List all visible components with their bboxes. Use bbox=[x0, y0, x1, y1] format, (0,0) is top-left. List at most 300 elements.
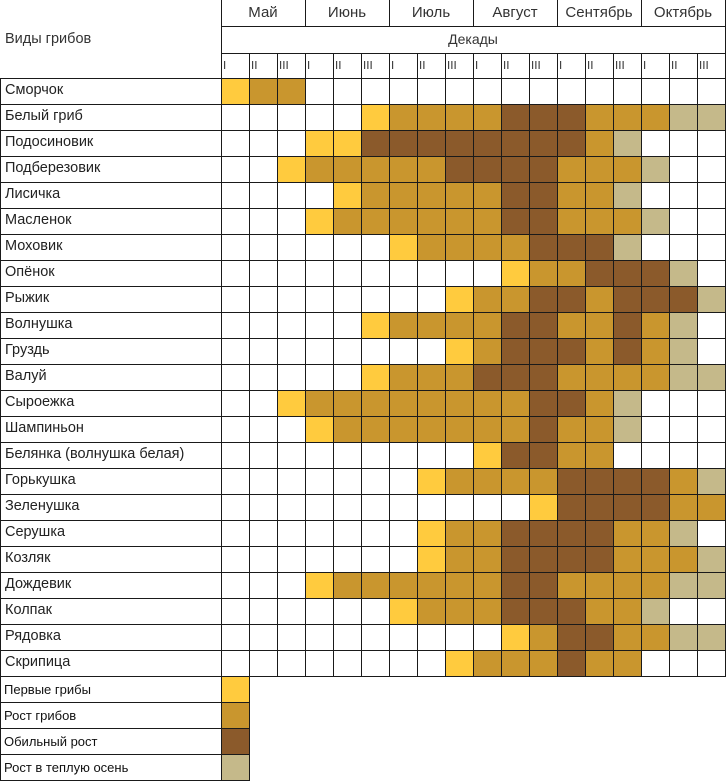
heatmap-cell bbox=[530, 599, 558, 625]
heatmap-cell bbox=[558, 547, 586, 573]
species-label: Волнушка bbox=[5, 316, 73, 332]
heatmap-cell bbox=[418, 625, 446, 651]
heatmap-cell bbox=[698, 417, 726, 443]
heatmap-cell bbox=[642, 417, 670, 443]
heatmap-cell bbox=[278, 573, 306, 599]
heatmap-cell bbox=[698, 79, 726, 105]
heatmap-cell bbox=[642, 391, 670, 417]
heatmap-cell bbox=[418, 79, 446, 105]
heatmap-cell bbox=[278, 417, 306, 443]
heatmap-cell bbox=[446, 105, 474, 131]
row-separator bbox=[0, 650, 221, 651]
heatmap-cell bbox=[670, 391, 698, 417]
species-label: Лисичка bbox=[5, 186, 61, 202]
heatmap-cell bbox=[586, 521, 614, 547]
row-separator bbox=[0, 182, 221, 183]
heatmap-cell bbox=[418, 261, 446, 287]
heatmap-cell bbox=[222, 365, 250, 391]
heatmap-cell bbox=[334, 625, 362, 651]
heatmap-cell bbox=[586, 79, 614, 105]
heatmap-cell bbox=[698, 469, 726, 495]
heatmap-cell bbox=[222, 313, 250, 339]
heatmap-cell bbox=[558, 469, 586, 495]
heatmap-cell bbox=[334, 339, 362, 365]
heatmap-cell bbox=[614, 365, 642, 391]
heatmap-cell bbox=[502, 573, 530, 599]
heatmap-cell bbox=[390, 105, 418, 131]
heatmap-cell bbox=[334, 417, 362, 443]
heatmap-cell bbox=[334, 313, 362, 339]
row-separator bbox=[0, 676, 221, 677]
heatmap-cell bbox=[418, 651, 446, 677]
heatmap-cell bbox=[362, 469, 390, 495]
heatmap-cell bbox=[502, 183, 530, 209]
heatmap-cell bbox=[670, 235, 698, 261]
heatmap-cell bbox=[670, 105, 698, 131]
heatmap-cell bbox=[614, 105, 642, 131]
heatmap-cell bbox=[446, 469, 474, 495]
row-separator bbox=[0, 520, 221, 521]
heatmap-cell bbox=[502, 235, 530, 261]
heatmap-cell bbox=[670, 469, 698, 495]
heatmap-cell bbox=[558, 573, 586, 599]
heatmap-cell bbox=[502, 391, 530, 417]
heatmap-cell bbox=[474, 495, 502, 521]
heatmap-cell bbox=[306, 287, 334, 313]
species-label: Рыжик bbox=[5, 290, 50, 306]
month-separator bbox=[305, 0, 306, 26]
heatmap-cell bbox=[530, 287, 558, 313]
heatmap-cell bbox=[502, 339, 530, 365]
month-separator bbox=[473, 0, 474, 26]
heatmap-cell bbox=[670, 547, 698, 573]
heatmap-cell bbox=[530, 209, 558, 235]
heatmap-cell bbox=[306, 521, 334, 547]
decade-tick: I bbox=[559, 59, 563, 72]
heatmap-cell bbox=[474, 313, 502, 339]
heatmap-cell bbox=[698, 313, 726, 339]
heatmap-cell bbox=[362, 599, 390, 625]
species-label: Скрипица bbox=[5, 654, 71, 670]
heatmap-cell bbox=[278, 391, 306, 417]
heatmap-cell bbox=[390, 469, 418, 495]
heatmap-cell bbox=[362, 131, 390, 157]
heatmap-cell bbox=[418, 287, 446, 313]
heatmap-cell bbox=[418, 495, 446, 521]
heatmap-cell bbox=[558, 209, 586, 235]
heatmap-cell bbox=[502, 651, 530, 677]
heatmap-cell bbox=[530, 651, 558, 677]
heatmap-cell bbox=[586, 365, 614, 391]
heatmap-cell bbox=[362, 287, 390, 313]
heatmap-cell bbox=[642, 651, 670, 677]
species-label: Рядовка bbox=[5, 628, 61, 644]
heatmap-cell bbox=[614, 313, 642, 339]
heatmap-cell bbox=[362, 79, 390, 105]
heatmap-cell bbox=[446, 235, 474, 261]
heatmap-cell bbox=[530, 131, 558, 157]
month-label: Октябрь bbox=[653, 4, 713, 21]
month-label: Август bbox=[492, 4, 538, 21]
species-label: Масленок bbox=[5, 212, 72, 228]
row-separator bbox=[0, 572, 221, 573]
heatmap-cell bbox=[418, 235, 446, 261]
heatmap-cell bbox=[418, 417, 446, 443]
decade-tick: III bbox=[615, 59, 625, 72]
heatmap-cell bbox=[614, 131, 642, 157]
heatmap-cell bbox=[642, 183, 670, 209]
heatmap-cell bbox=[474, 651, 502, 677]
month-separator bbox=[389, 0, 390, 26]
heatmap-cell bbox=[222, 521, 250, 547]
heatmap-cell bbox=[474, 157, 502, 183]
heatmap-cell bbox=[642, 573, 670, 599]
heatmap-cell bbox=[250, 547, 278, 573]
heatmap-cell bbox=[642, 339, 670, 365]
heatmap-cell bbox=[446, 417, 474, 443]
heatmap-cell bbox=[278, 261, 306, 287]
heatmap-cell bbox=[390, 573, 418, 599]
row-separator bbox=[0, 130, 221, 131]
heatmap-cell bbox=[222, 235, 250, 261]
heatmap-cell bbox=[474, 209, 502, 235]
heatmap-cell bbox=[362, 183, 390, 209]
heatmap-cell bbox=[278, 157, 306, 183]
species-label: Подосиновик bbox=[5, 134, 94, 150]
heatmap-cell bbox=[334, 183, 362, 209]
heatmap-cell bbox=[278, 495, 306, 521]
decade-tick: I bbox=[307, 59, 311, 72]
heatmap-cell bbox=[250, 625, 278, 651]
heatmap-cell bbox=[530, 573, 558, 599]
row-separator bbox=[0, 546, 221, 547]
heatmap-cell bbox=[362, 235, 390, 261]
heatmap-cell bbox=[502, 417, 530, 443]
decade-separator bbox=[697, 53, 698, 78]
heatmap-cell bbox=[670, 573, 698, 599]
heatmap-cell bbox=[558, 183, 586, 209]
heatmap-cell bbox=[418, 469, 446, 495]
heatmap-cell bbox=[698, 287, 726, 313]
heatmap-cell bbox=[446, 391, 474, 417]
swatch-right-border bbox=[249, 676, 250, 781]
decade-separator bbox=[277, 53, 278, 78]
heatmap-cell bbox=[670, 521, 698, 547]
heatmap-cell bbox=[558, 313, 586, 339]
heatmap-cell bbox=[614, 339, 642, 365]
heatmap-cell bbox=[558, 651, 586, 677]
heatmap-cell bbox=[306, 313, 334, 339]
heatmap-cell bbox=[306, 365, 334, 391]
heatmap-cell bbox=[418, 573, 446, 599]
row-separator bbox=[0, 338, 221, 339]
heatmap-cell bbox=[614, 261, 642, 287]
heatmap-cell bbox=[670, 183, 698, 209]
heatmap-cell bbox=[362, 651, 390, 677]
heatmap-cell bbox=[670, 209, 698, 235]
heatmap-cell bbox=[614, 547, 642, 573]
species-label: Сыроежка bbox=[5, 394, 75, 410]
species-label: Моховик bbox=[5, 238, 63, 254]
heatmap-cell bbox=[502, 287, 530, 313]
heatmap-cell bbox=[278, 339, 306, 365]
heatmap-cell bbox=[418, 365, 446, 391]
heatmap-cell bbox=[390, 157, 418, 183]
heatmap-cell bbox=[250, 313, 278, 339]
heatmap-cell bbox=[530, 235, 558, 261]
heatmap-cell bbox=[586, 287, 614, 313]
heatmap-cell bbox=[362, 521, 390, 547]
species-column-header: Виды грибов bbox=[5, 31, 92, 47]
heatmap-cell bbox=[558, 105, 586, 131]
heatmap-cell bbox=[362, 157, 390, 183]
heatmap-cell bbox=[502, 105, 530, 131]
heatmap-cell bbox=[474, 183, 502, 209]
heatmap-cell bbox=[446, 599, 474, 625]
heatmap-cell bbox=[362, 209, 390, 235]
heatmap-cell bbox=[698, 573, 726, 599]
decade-separator bbox=[417, 53, 418, 78]
heatmap-cell bbox=[278, 547, 306, 573]
heatmap-cell bbox=[642, 469, 670, 495]
legend-row-line bbox=[0, 754, 249, 755]
heatmap-cell bbox=[306, 391, 334, 417]
heatmap-cell bbox=[698, 131, 726, 157]
heatmap-cell bbox=[446, 547, 474, 573]
heatmap-cell bbox=[670, 261, 698, 287]
legend-swatch bbox=[222, 677, 250, 703]
heatmap-cell bbox=[418, 131, 446, 157]
decades-header: Декады bbox=[448, 31, 498, 47]
label-column-border bbox=[221, 0, 222, 781]
decade-separator bbox=[585, 53, 586, 78]
heatmap-cell bbox=[418, 521, 446, 547]
month-separator bbox=[641, 0, 642, 26]
heatmap-cell bbox=[390, 651, 418, 677]
month-label: Июнь bbox=[327, 4, 367, 21]
heatmap-cell bbox=[474, 625, 502, 651]
heatmap-cell bbox=[362, 573, 390, 599]
heatmap-cell bbox=[222, 625, 250, 651]
heatmap-cell bbox=[474, 235, 502, 261]
heatmap-cell bbox=[474, 365, 502, 391]
heatmap-cell bbox=[614, 625, 642, 651]
decade-tick: III bbox=[699, 59, 709, 72]
heatmap-cell bbox=[334, 105, 362, 131]
heatmap-cell bbox=[418, 547, 446, 573]
heatmap-cell bbox=[502, 521, 530, 547]
heatmap-cell bbox=[222, 417, 250, 443]
species-label: Горькушка bbox=[5, 472, 76, 488]
heatmap-cell bbox=[334, 495, 362, 521]
row-separator bbox=[0, 416, 221, 417]
heatmap-cell bbox=[698, 157, 726, 183]
heatmap-cell bbox=[530, 417, 558, 443]
heatmap-cell bbox=[502, 365, 530, 391]
heatmap-cell bbox=[250, 443, 278, 469]
heatmap-cell bbox=[698, 183, 726, 209]
heatmap-cell bbox=[558, 287, 586, 313]
decade-tick: I bbox=[643, 59, 647, 72]
heatmap-cell bbox=[446, 79, 474, 105]
heatmap-cell bbox=[670, 443, 698, 469]
row-separator bbox=[0, 312, 221, 313]
decade-tick: I bbox=[475, 59, 479, 72]
heatmap-cell bbox=[474, 573, 502, 599]
legend-label: Рост грибов bbox=[4, 708, 77, 723]
heatmap-cell bbox=[306, 339, 334, 365]
heatmap-cell bbox=[670, 651, 698, 677]
heatmap-cell bbox=[306, 105, 334, 131]
heatmap-cell bbox=[474, 599, 502, 625]
heatmap-cell bbox=[390, 547, 418, 573]
heatmap-cell bbox=[418, 183, 446, 209]
heatmap-cell bbox=[474, 79, 502, 105]
species-label: Зеленушка bbox=[5, 498, 80, 514]
heatmap-cell bbox=[222, 339, 250, 365]
heatmap-cell bbox=[418, 599, 446, 625]
row-separator bbox=[0, 624, 221, 625]
heatmap-cell bbox=[698, 365, 726, 391]
species-label: Белянка (волнушка белая) bbox=[5, 446, 185, 462]
row-separator bbox=[0, 156, 221, 157]
row-separator bbox=[0, 390, 221, 391]
heatmap-cell bbox=[614, 391, 642, 417]
heatmap-cell bbox=[222, 599, 250, 625]
heatmap-cell bbox=[530, 339, 558, 365]
heatmap-cell bbox=[530, 313, 558, 339]
row-separator bbox=[0, 442, 221, 443]
heatmap-cell bbox=[502, 209, 530, 235]
heatmap-cell bbox=[586, 261, 614, 287]
heatmap-cell bbox=[614, 599, 642, 625]
heatmap-cell bbox=[502, 443, 530, 469]
heatmap-cell bbox=[390, 209, 418, 235]
heatmap-cell bbox=[334, 235, 362, 261]
heatmap-cell bbox=[446, 521, 474, 547]
heatmap-cell bbox=[670, 365, 698, 391]
legend-swatch bbox=[222, 729, 250, 755]
heatmap-cell bbox=[530, 547, 558, 573]
legend-swatch bbox=[222, 703, 250, 729]
heatmap-cell bbox=[642, 209, 670, 235]
heatmap-cell bbox=[586, 339, 614, 365]
heatmap-cell bbox=[446, 573, 474, 599]
heatmap-cell bbox=[390, 417, 418, 443]
heatmap-cell bbox=[670, 417, 698, 443]
heatmap-cell bbox=[642, 157, 670, 183]
heatmap-cell bbox=[278, 651, 306, 677]
heatmap-cell bbox=[586, 105, 614, 131]
heatmap-cell bbox=[558, 495, 586, 521]
legend-row-line bbox=[0, 728, 249, 729]
heatmap-cell bbox=[222, 651, 250, 677]
heatmap-cell bbox=[334, 365, 362, 391]
heatmap-cell bbox=[558, 79, 586, 105]
heatmap-cell bbox=[642, 131, 670, 157]
heatmap-cell bbox=[502, 313, 530, 339]
heatmap-cell bbox=[586, 651, 614, 677]
heatmap-cell bbox=[390, 443, 418, 469]
heatmap-cell bbox=[698, 625, 726, 651]
heatmap-cell bbox=[390, 131, 418, 157]
heatmap-cell bbox=[278, 209, 306, 235]
heatmap-cell bbox=[250, 573, 278, 599]
heatmap-cell bbox=[474, 547, 502, 573]
heatmap-cell bbox=[530, 521, 558, 547]
heatmap-cell bbox=[362, 261, 390, 287]
heatmap-cell bbox=[698, 651, 726, 677]
heatmap-cell bbox=[474, 469, 502, 495]
heatmap-cell bbox=[642, 521, 670, 547]
row-separator bbox=[0, 598, 221, 599]
heatmap-cell bbox=[502, 469, 530, 495]
heatmap-cell bbox=[586, 313, 614, 339]
heatmap-cell bbox=[642, 287, 670, 313]
heatmap-cell bbox=[222, 443, 250, 469]
heatmap-cell bbox=[306, 417, 334, 443]
heatmap-cell bbox=[670, 599, 698, 625]
heatmap-cell bbox=[278, 235, 306, 261]
decade-separator bbox=[669, 53, 670, 78]
heatmap-cell bbox=[558, 157, 586, 183]
heatmap-cell bbox=[446, 495, 474, 521]
heatmap-cell bbox=[306, 131, 334, 157]
heatmap-cell bbox=[362, 625, 390, 651]
species-label: Шампиньон bbox=[5, 420, 84, 436]
heatmap-cell bbox=[278, 599, 306, 625]
heatmap-cell bbox=[306, 469, 334, 495]
heatmap-cell bbox=[278, 469, 306, 495]
heatmap-cell bbox=[642, 261, 670, 287]
decade-tick: I bbox=[391, 59, 395, 72]
heatmap-cell bbox=[250, 495, 278, 521]
heatmap-cell bbox=[334, 391, 362, 417]
heatmap-cell bbox=[698, 495, 726, 521]
heatmap-cell bbox=[418, 105, 446, 131]
heatmap-cell bbox=[446, 651, 474, 677]
heatmap-cell bbox=[642, 313, 670, 339]
decade-tick: II bbox=[419, 59, 426, 72]
heatmap-cell bbox=[530, 443, 558, 469]
heatmap-cell bbox=[642, 547, 670, 573]
row-separator bbox=[0, 364, 221, 365]
decade-separator bbox=[641, 53, 642, 78]
heatmap-cell bbox=[390, 261, 418, 287]
decade-separator bbox=[249, 53, 250, 78]
heatmap-cell bbox=[474, 417, 502, 443]
heatmap-cell bbox=[614, 235, 642, 261]
heatmap-cell bbox=[250, 287, 278, 313]
heatmap-cell bbox=[250, 183, 278, 209]
heatmap-cell bbox=[306, 599, 334, 625]
species-label: Козляк bbox=[5, 550, 51, 566]
heatmap-cell bbox=[614, 79, 642, 105]
heatmap-cell bbox=[306, 209, 334, 235]
heatmap-cell bbox=[222, 391, 250, 417]
heatmap-cell bbox=[362, 339, 390, 365]
heatmap-cell bbox=[390, 625, 418, 651]
heatmap-cell bbox=[558, 599, 586, 625]
decade-tick: III bbox=[363, 59, 373, 72]
row-separator bbox=[0, 104, 221, 105]
decade-separator bbox=[529, 53, 530, 78]
heatmap-cell bbox=[502, 131, 530, 157]
species-label: Белый гриб bbox=[5, 108, 83, 124]
heatmap-cell bbox=[334, 261, 362, 287]
heatmap-cell bbox=[446, 365, 474, 391]
heatmap-cell bbox=[474, 105, 502, 131]
